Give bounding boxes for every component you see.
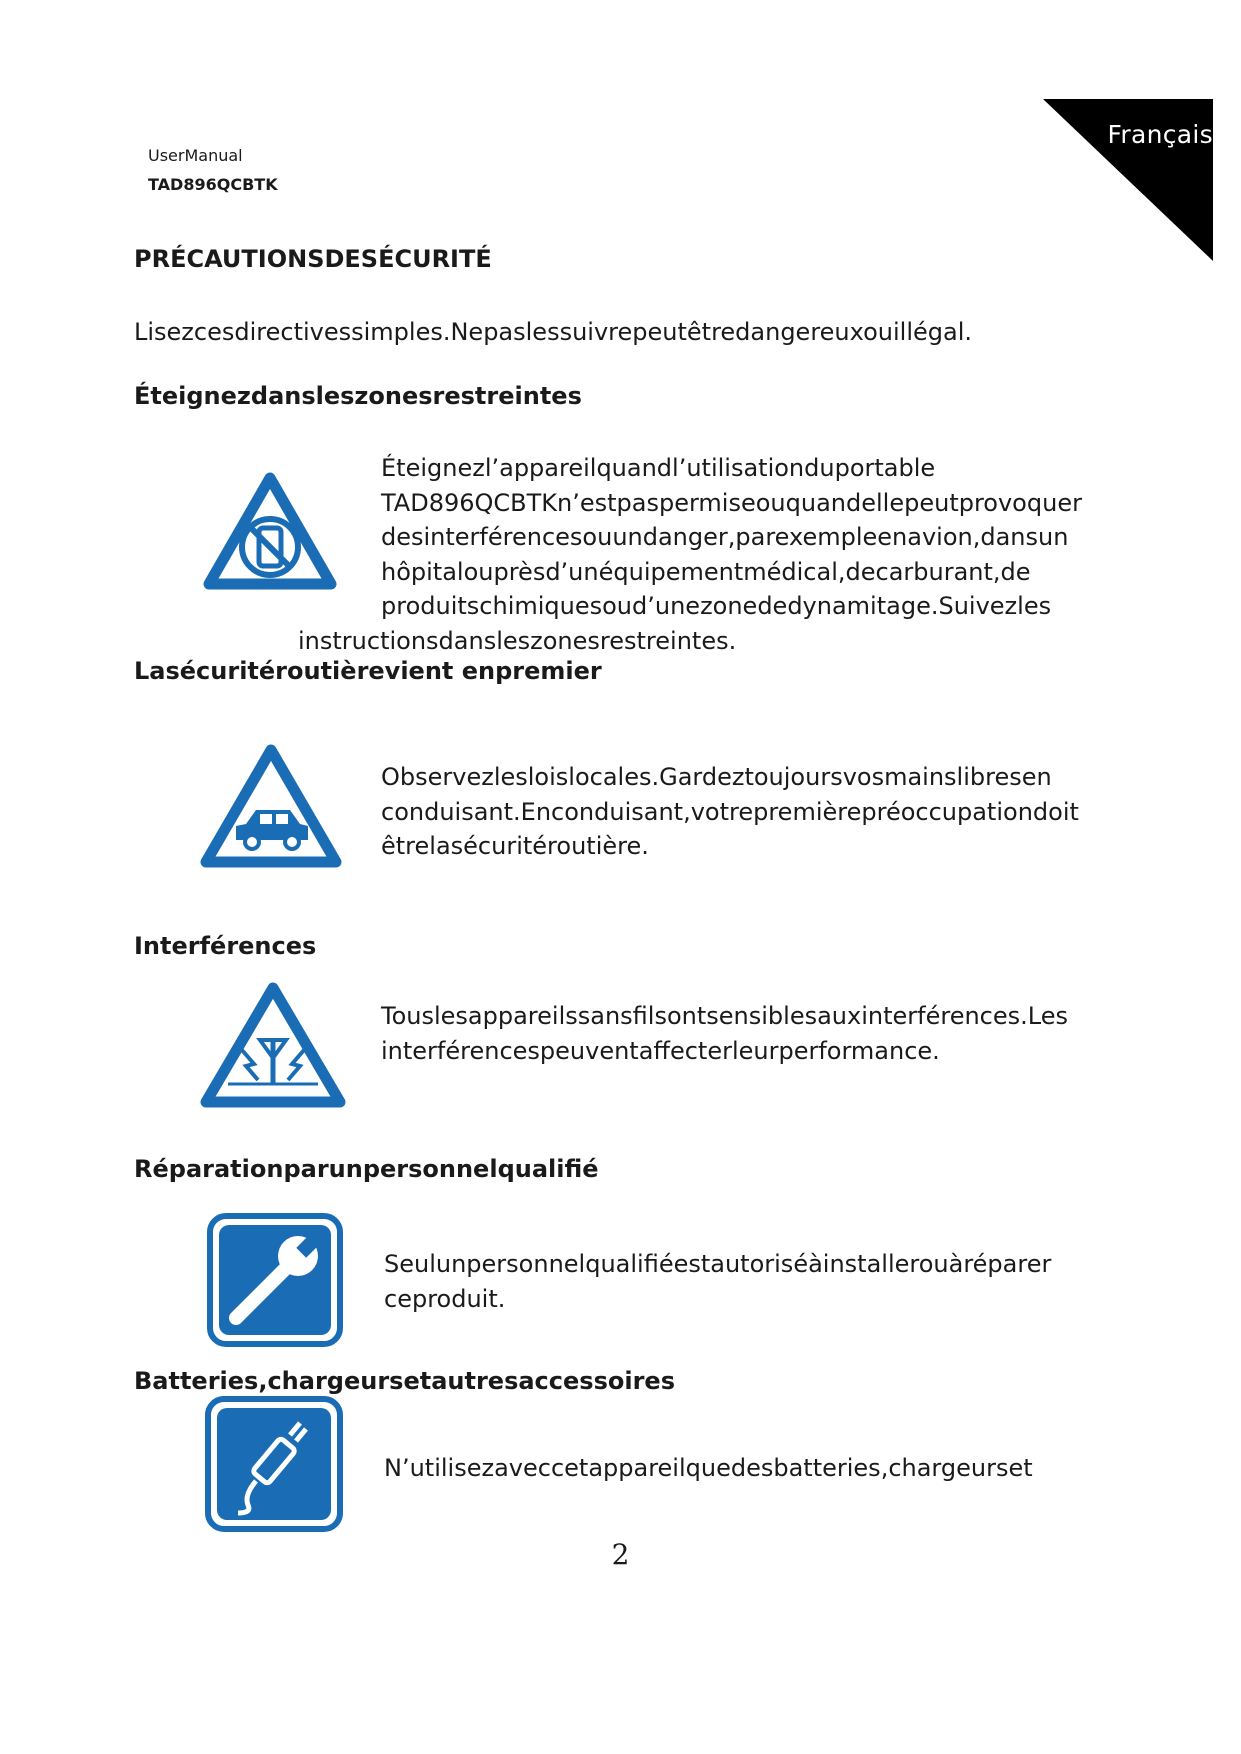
section-text-line: TAD896QCBTKn’estpaspermiseouquandellepeutprovoquer <box>381 488 1082 517</box>
section-text-line: Observezlesloislocales.Gardeztoujoursvosmainslibresen <box>381 763 1052 791</box>
charger-plug-icon <box>204 1395 344 1533</box>
section-text-line: hôpitalouprèsd’unéquipementmédical,decarburant,de <box>381 557 1031 586</box>
section-heading-interference: Interférences <box>134 932 317 960</box>
wrench-icon <box>206 1212 344 1348</box>
section-text-line: conduisant.Enconduisant,votrepremièrepréoccupationdoit <box>381 797 1079 826</box>
section-text-line: ceproduit. <box>384 1284 506 1313</box>
no-phone-warning-icon <box>201 470 339 594</box>
section-text-line: Touslesappareilssansfilsontsensiblesauxinterférences.Les <box>381 1002 1068 1030</box>
section-heading-batteries: Batteries,chargeursetautresaccessoires <box>134 1367 675 1395</box>
language-label: Français <box>1107 120 1213 149</box>
page-number: 2 <box>611 1538 630 1571</box>
doc-type: UserManual <box>148 146 243 165</box>
section-heading-road-safety: Lasécuritéroutièrevient enpremier <box>134 657 602 685</box>
section-text-line: interférencespeuventaffecterleurperformance. <box>381 1036 940 1065</box>
car-warning-icon <box>198 742 344 872</box>
model-number: TAD896QCBTK <box>148 175 278 194</box>
section-text-line: N’utilisezaveccetappareilquedesbatteries,chargeurset <box>384 1454 1033 1482</box>
section-text-line: instructionsdansleszonesrestreintes. <box>298 626 737 655</box>
section-text-line: êtrelasécuritéroutière. <box>381 832 649 860</box>
section-heading-restricted-zones: Éteignezdansleszonesrestreintes <box>134 382 582 410</box>
antenna-interference-warning-icon <box>198 980 348 1112</box>
section-text-line: Seulunpersonnelqualifiéestautoriséàinstallerouàréparer <box>384 1250 1052 1278</box>
page-title: PRÉCAUTIONSDESÉCURITÉ <box>134 245 492 273</box>
section-text-line: produitschimiquesoud’unezonededynamitage.Suivezles <box>381 592 1052 620</box>
section-text-line: Éteignezl’appareilquandl’utilisationduportable <box>381 454 936 482</box>
section-heading-qualified-repair: Réparationparunpersonnelqualifié <box>134 1155 599 1183</box>
section-text-line: desinterférencesouundanger,parexempleenavion,dansun <box>381 523 1069 551</box>
intro-text: Lisezcesdirectivessimples.Nepaslessuivrepeutêtredangereuxouillégal. <box>134 318 973 346</box>
